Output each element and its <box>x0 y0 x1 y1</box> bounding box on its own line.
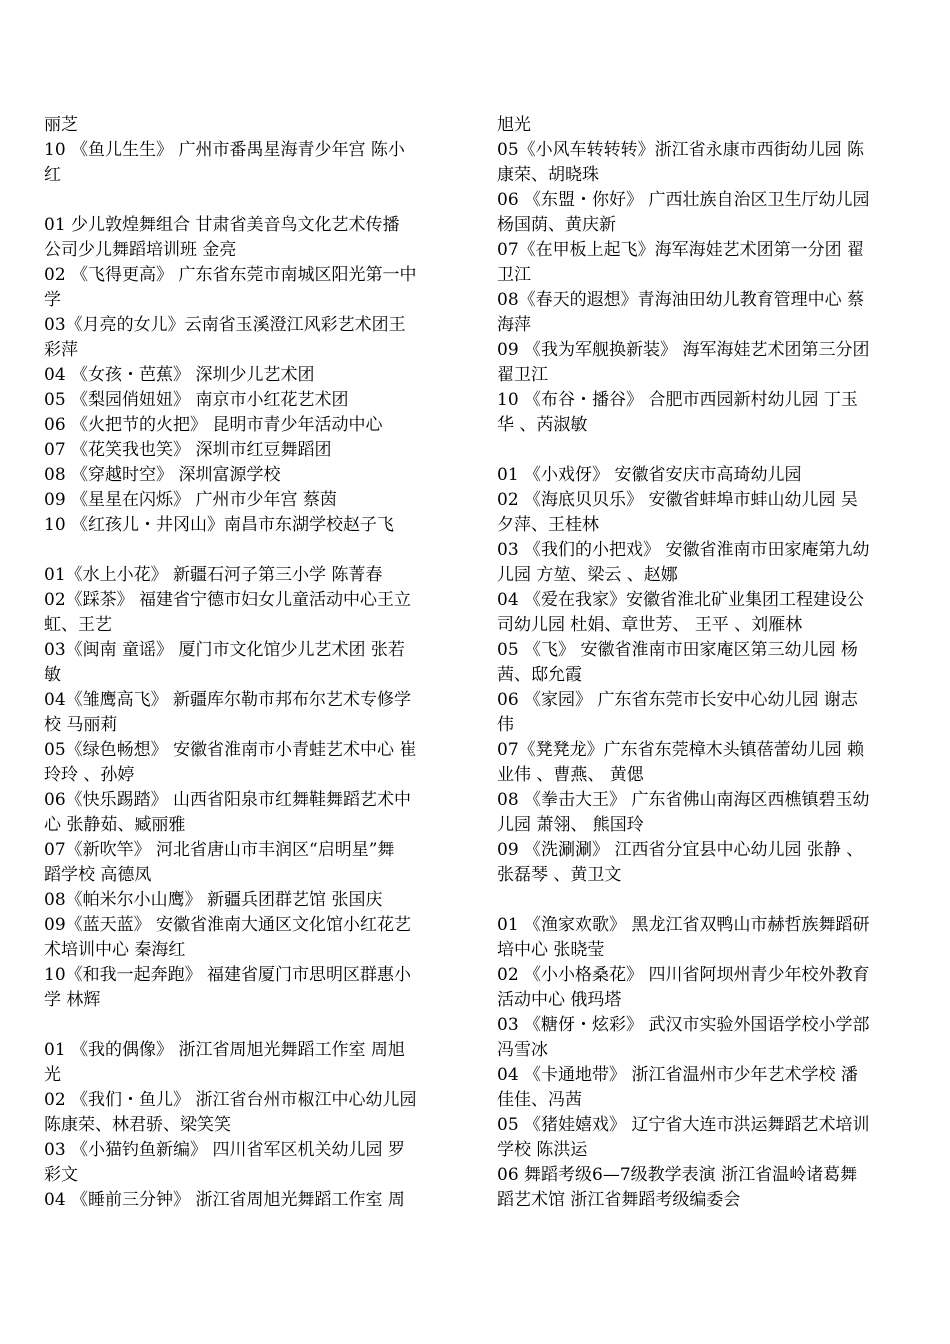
text-line: 茜、邸允霞 <box>497 665 582 685</box>
text-line: 05 《猪娃嬉戏》 辽宁省大连市洪运舞蹈艺术培训 <box>497 1115 870 1135</box>
text-line: 09《蓝天蓝》 安徽省淮南大通区文化馆小红花艺 <box>44 915 412 935</box>
text-line: 03 《我们的小把戏》 安徽省淮南市田家庵第九幼 <box>497 540 870 560</box>
text-line <box>497 438 927 463</box>
right-column <box>497 113 927 1213</box>
text-line: 06 舞蹈考级6—7级教学表演 浙江省温岭诸葛舞 <box>497 1165 858 1185</box>
text-line: 05《绿色畅想》 安徽省淮南市小青蛙艺术中心 崔 <box>44 740 417 760</box>
text-line: 学校 陈洪运 <box>497 1140 588 1160</box>
text-line: 儿园 方堃、梁云 、赵娜 <box>497 565 678 585</box>
text-line: 业伟 、曹燕、 黄偲 <box>497 765 644 785</box>
text-line: 陈康荣、林君骄、梁笑笑 <box>44 1115 231 1135</box>
text-line: 03 《小猫钓鱼新编》 四川省军区机关幼儿园 罗 <box>44 1140 405 1160</box>
text-line: 01 《我的偶像》 浙江省周旭光舞蹈工作室 周旭 <box>44 1040 405 1060</box>
text-line: 10 《布谷・播谷》 合肥市西园新村幼儿园 丁玉 <box>497 390 858 410</box>
text-line: 05《小风车转转转》浙江省永康市西街幼儿园 陈 <box>497 140 865 160</box>
text-line: 07 《花笑我也笑》 深圳市红豆舞蹈团 <box>44 440 332 460</box>
text-line <box>44 1013 472 1038</box>
text-line: 儿园 萧翎、 熊国玲 <box>497 815 644 835</box>
text-line: 学 <box>44 290 61 310</box>
text-line: 03《月亮的女儿》云南省玉溪澄江风彩艺术团王 <box>44 315 406 335</box>
text-line: 02 《我们・鱼儿》 浙江省台州市椒江中心幼儿园 <box>44 1090 417 1110</box>
text-line: 01 《小戏伢》 安徽省安庆市高琦幼儿园 <box>497 465 802 485</box>
text-line: 01《水上小花》 新疆石河子第三小学 陈菁春 <box>44 565 383 585</box>
text-line: 司幼儿园 杜娟、章世芳、 王平 、刘雁林 <box>497 615 803 635</box>
text-line: 康荣、胡晓珠 <box>497 165 599 185</box>
text-line: 彩文 <box>44 1165 78 1185</box>
text-line: 培中心 张晓莹 <box>497 940 605 960</box>
text-line: 06 《东盟・你好》 广西壮族自治区卫生厅幼儿园 <box>497 190 870 210</box>
text-line: 活动中心 俄玛塔 <box>497 990 622 1010</box>
text-line: 10 《红孩儿・井冈山》南昌市东湖学校赵子飞 <box>44 515 395 535</box>
text-line: 04 《睡前三分钟》 浙江省周旭光舞蹈工作室 周 <box>44 1190 405 1210</box>
text-line: 01 《渔家欢歌》 黑龙江省双鸭山市赫哲族舞蹈研 <box>497 915 870 935</box>
text-line: 08《帕米尔小山鹰》 新疆兵团群艺馆 张国庆 <box>44 890 383 910</box>
text-line: 丽芝 <box>44 115 78 135</box>
text-line: 伟 <box>497 715 514 735</box>
text-line: 09 《我为军舰换新装》 海军海娃艺术团第三分团 <box>497 340 870 360</box>
text-line: 02《踩茶》 福建省宁德市妇女儿童活动中心王立 <box>44 590 412 610</box>
text-line: 09 《星星在闪烁》 广州市少年宫 蔡茵 <box>44 490 337 510</box>
text-line: 06《快乐踢踏》 山西省阳泉市红舞鞋舞蹈艺术中 <box>44 790 412 810</box>
text-line: 彩萍 <box>44 340 78 360</box>
text-line: 心 张静茹、臧丽雅 <box>44 815 186 835</box>
text-line: 02 《海底贝贝乐》 安徽省蚌埠市蚌山幼儿园 吴 <box>497 490 858 510</box>
text-line: 05 《梨园俏妞妞》 南京市小红花艺术团 <box>44 390 349 410</box>
text-line: 玲玲 、孙婷 <box>44 765 135 785</box>
text-line: 09 《洗涮涮》 江西省分宜县中心幼儿园 张静 、 <box>497 840 864 860</box>
text-line: 02 《小小格桑花》 四川省阿坝州青少年校外教育 <box>497 965 870 985</box>
text-line: 04《雏鹰高飞》 新疆库尔勒市邦布尔艺术专修学 <box>44 690 412 710</box>
text-line: 旭光 <box>497 115 531 135</box>
text-line: 校 马丽莉 <box>44 715 118 735</box>
text-line: 04 《女孩・芭蕉》 深圳少儿艺术团 <box>44 365 315 385</box>
text-line: 05 《飞》 安徽省淮南市田家庵区第三幼儿园 杨 <box>497 640 858 660</box>
text-line: 10《和我一起奔跑》 福建省厦门市思明区群惠小 <box>44 965 412 985</box>
text-line: 08 《拳击大王》 广东省佛山南海区西樵镇碧玉幼 <box>497 790 870 810</box>
text-line: 术培训中心 秦海红 <box>44 940 186 960</box>
text-line: 03 《糖伢・炫彩》 武汉市实验外国语学校小学部 <box>497 1015 870 1035</box>
text-line: 虹、王艺 <box>44 615 112 635</box>
text-line: 光 <box>44 1065 61 1085</box>
left-column <box>44 113 472 1213</box>
text-line: 学 林辉 <box>44 990 101 1010</box>
text-line: 夕萍、王桂林 <box>497 515 599 535</box>
text-line: 04 《卡通地带》 浙江省温州市少年艺术学校 潘 <box>497 1065 858 1085</box>
text-line: 01 少儿敦煌舞组合 甘肃省美音鸟文化艺术传播 <box>44 215 400 235</box>
text-line: 红 <box>44 165 61 185</box>
text-line: 佳佳、冯茜 <box>497 1090 582 1110</box>
text-line: 10 《鱼儿生生》 广州市番禺星海青少年宫 陈小 <box>44 140 405 160</box>
text-line: 06 《家园》 广东省东莞市长安中心幼儿园 谢志 <box>497 690 858 710</box>
text-line: 卫江 <box>497 265 531 285</box>
text-line <box>44 188 472 213</box>
text-line: 06 《火把节的火把》 昆明市青少年活动中心 <box>44 415 383 435</box>
text-line: 04 《爱在我家》安徽省淮北矿业集团工程建设公 <box>497 590 865 610</box>
text-line: 海萍 <box>497 315 531 335</box>
text-line <box>497 888 927 913</box>
text-line: 03《闽南 童谣》 厦门市文化馆少儿艺术团 张若 <box>44 640 405 660</box>
text-line: 08《春天的遐想》青海油田幼儿教育管理中心 蔡 <box>497 290 865 310</box>
text-line: 敏 <box>44 665 61 685</box>
text-line: 07《新吹竿》 河北省唐山市丰润区“启明星”舞 <box>44 840 395 860</box>
text-line <box>44 538 472 563</box>
text-line: 07《在甲板上起飞》海军海娃艺术团第一分团 翟 <box>497 240 865 260</box>
text-line: 华 、芮淑敏 <box>497 415 588 435</box>
text-line: 蹈艺术馆 浙江省舞蹈考级编委会 <box>497 1190 741 1210</box>
text-line: 08 《穿越时空》 深圳富源学校 <box>44 465 281 485</box>
text-line: 02 《飞得更高》 广东省东莞市南城区阳光第一中 <box>44 265 417 285</box>
text-line: 07《凳凳龙》广东省东莞樟木头镇蓓蕾幼儿园 赖 <box>497 740 865 760</box>
text-line: 蹈学校 高德凤 <box>44 865 152 885</box>
text-line: 冯雪冰 <box>497 1040 548 1060</box>
text-line: 杨国荫、黄庆新 <box>497 215 616 235</box>
text-line: 张磊琴 、黄卫文 <box>497 865 622 885</box>
text-line: 公司少儿舞蹈培训班 金亮 <box>44 240 237 260</box>
text-line: 翟卫江 <box>497 365 548 385</box>
